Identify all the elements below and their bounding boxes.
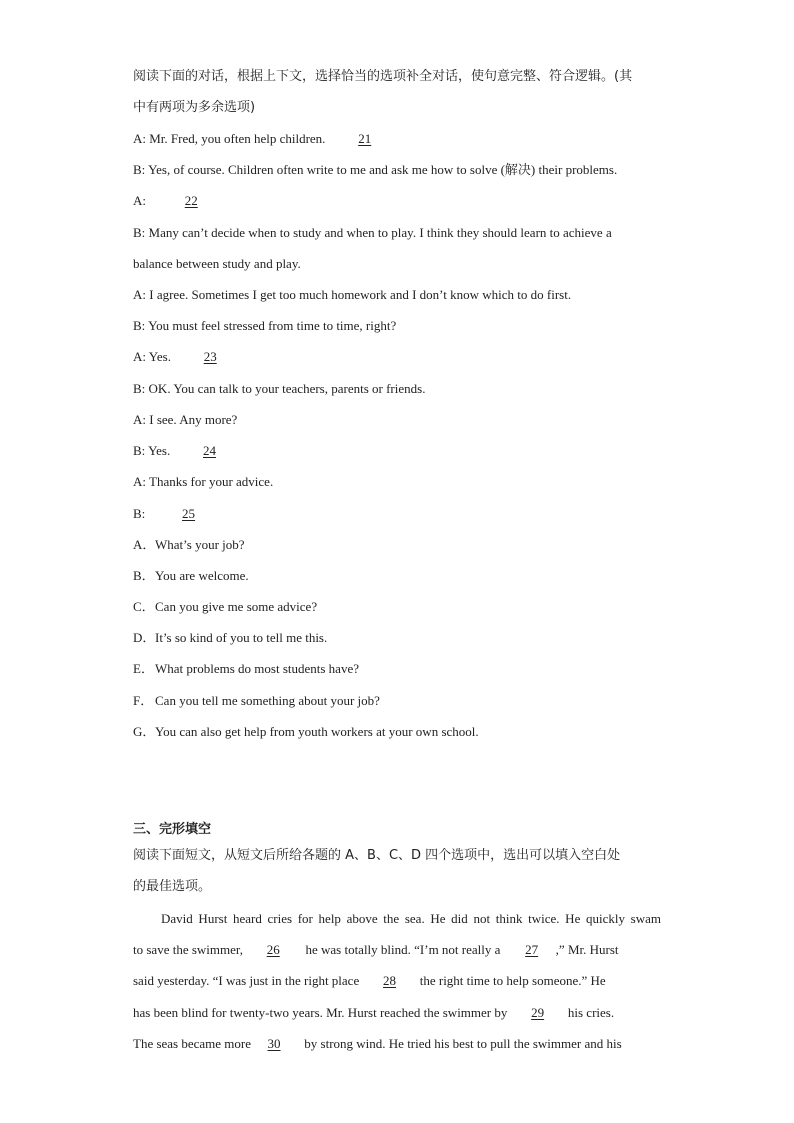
passage-line-4: [133, 1004, 663, 1022]
speaker-label: B:: [133, 506, 146, 521]
dialogue-text: Yes, of course. Children often write to me and ask me how to solve (解决) their problems.: [148, 162, 618, 177]
speaker-label: B:: [133, 443, 146, 458]
speaker-label: B:: [133, 225, 146, 240]
option-text: You are welcome.: [155, 568, 249, 583]
option-text: It’s so kind of you to tell me this.: [155, 630, 328, 645]
dialogue-instruction: 阅读下面的对话，根据上下文，选择恰当的选项补全对话，使句意完整、符合逻辑。(其: [133, 69, 633, 84]
passage-text: has been blind for twenty-two years. Mr. Hurst reached the swimmer by: [133, 1005, 508, 1020]
option-d: [133, 629, 663, 647]
option-letter: C．: [133, 599, 155, 614]
passage-text: The seas became more: [133, 1036, 252, 1051]
speaker-label: A:: [133, 287, 146, 302]
option-letter: A．: [133, 537, 156, 552]
passage-text: to save the swimmer,: [133, 942, 243, 957]
option-e: [133, 660, 663, 678]
dialogue-text: OK. You can talk to your teachers, parents or friends.: [148, 381, 426, 396]
passage-line-2: [133, 941, 663, 959]
passage-text: said yesterday. “I was just in the right place: [133, 973, 360, 988]
option-b: [133, 567, 663, 585]
dialogue-text: balance between study and play.: [133, 256, 301, 271]
passage-text: David Hurst heard cries for help above the sea. He did not think twice. He quickly swam: [161, 911, 661, 926]
dialogue-line-3: [133, 192, 663, 210]
passage-text: by strong wind. He tried his best to pull the swimmer and his: [304, 1036, 622, 1051]
dialogue-line-2: [133, 161, 663, 179]
option-letter: F．: [133, 693, 154, 708]
dialogue-text: I see. Any more?: [149, 412, 238, 427]
answer-blank[interactable]: 24: [203, 443, 216, 458]
answer-blank[interactable]: 22: [184, 193, 198, 208]
option-letter: E．: [133, 661, 154, 676]
answer-blank[interactable]: 23: [203, 349, 217, 364]
dialogue-line-4: [133, 224, 663, 242]
option-text: What problems do most students have?: [155, 661, 359, 676]
passage-line-5: [133, 1035, 663, 1053]
speaker-label: A:: [133, 131, 146, 146]
speaker-label: A:: [133, 193, 146, 208]
option-c: [133, 598, 663, 616]
cloze-blank[interactable]: 30: [267, 1036, 281, 1051]
option-text: What’s your job?: [155, 537, 245, 552]
option-f: [133, 692, 663, 710]
cloze-blank[interactable]: 28: [382, 973, 396, 988]
dialogue-text: Yes.: [148, 349, 171, 364]
speaker-label: B:: [133, 318, 146, 333]
passage-text: he was totally blind. “I’m not really a: [305, 942, 501, 957]
option-letter: D．: [133, 630, 156, 645]
dialogue-line-12: [133, 473, 663, 491]
option-text: Can you tell me something about your job?: [155, 693, 380, 708]
option-letter: B．: [133, 568, 155, 583]
dialogue-text: I agree. Sometimes I get too much homework and I don’t know which to do first.: [149, 287, 572, 302]
dialogue-line-9: [133, 380, 663, 398]
cloze-blank[interactable]: 29: [531, 1005, 545, 1020]
dialogue-instruction-cont: 中有两项为多余选项): [133, 100, 256, 115]
dialogue-line-5: [133, 255, 663, 273]
dialogue-line-7: [133, 317, 663, 335]
cloze-blank[interactable]: 27: [525, 942, 539, 957]
speaker-label: B:: [133, 162, 146, 177]
section-title: 三、完形填空: [133, 822, 212, 837]
passage-text: his cries.: [567, 1005, 615, 1020]
option-letter: G．: [133, 724, 156, 739]
dialogue-text: You must feel stressed from time to time, right?: [148, 318, 397, 333]
speaker-label: A:: [133, 349, 146, 364]
cloze-blank[interactable]: 26: [266, 942, 280, 957]
dialogue-text: Mr. Fred, you often help children.: [149, 131, 326, 146]
cloze-instruction-cont: 的最佳选项。: [133, 879, 212, 894]
dialogue-line-13: [133, 505, 663, 523]
passage-line-1: [133, 910, 661, 928]
option-a: [133, 536, 663, 554]
passage-text: ,” Mr. Hurst: [555, 942, 619, 957]
option-g: [133, 723, 663, 741]
dialogue-line-1: [133, 130, 663, 148]
answer-blank[interactable]: 21: [358, 131, 372, 146]
dialogue-line-6: [133, 286, 663, 304]
answer-blank[interactable]: 25: [182, 506, 196, 521]
dialogue-line-8: [133, 348, 663, 366]
dialogue-text: Many can’t decide when to study and when to play. I think they should learn to achieve a: [148, 225, 612, 240]
option-text: You can also get help from youth workers at your own school.: [155, 724, 479, 739]
speaker-label: A:: [133, 412, 146, 427]
speaker-label: B:: [133, 381, 146, 396]
passage-text: the right time to help someone.” He: [419, 973, 606, 988]
passage-line-3: [133, 972, 663, 990]
option-text: Can you give me some advice?: [155, 599, 318, 614]
dialogue-text: Thanks for your advice.: [149, 474, 274, 489]
speaker-label: A:: [133, 474, 146, 489]
cloze-instruction: 阅读下面短文，从短文后所给各题的 A、B、C、D 四个选项中，选出可以填入空白处: [133, 848, 621, 863]
dialogue-text: Yes.: [148, 443, 171, 458]
dialogue-line-10: [133, 411, 663, 429]
dialogue-line-11: [133, 442, 663, 460]
